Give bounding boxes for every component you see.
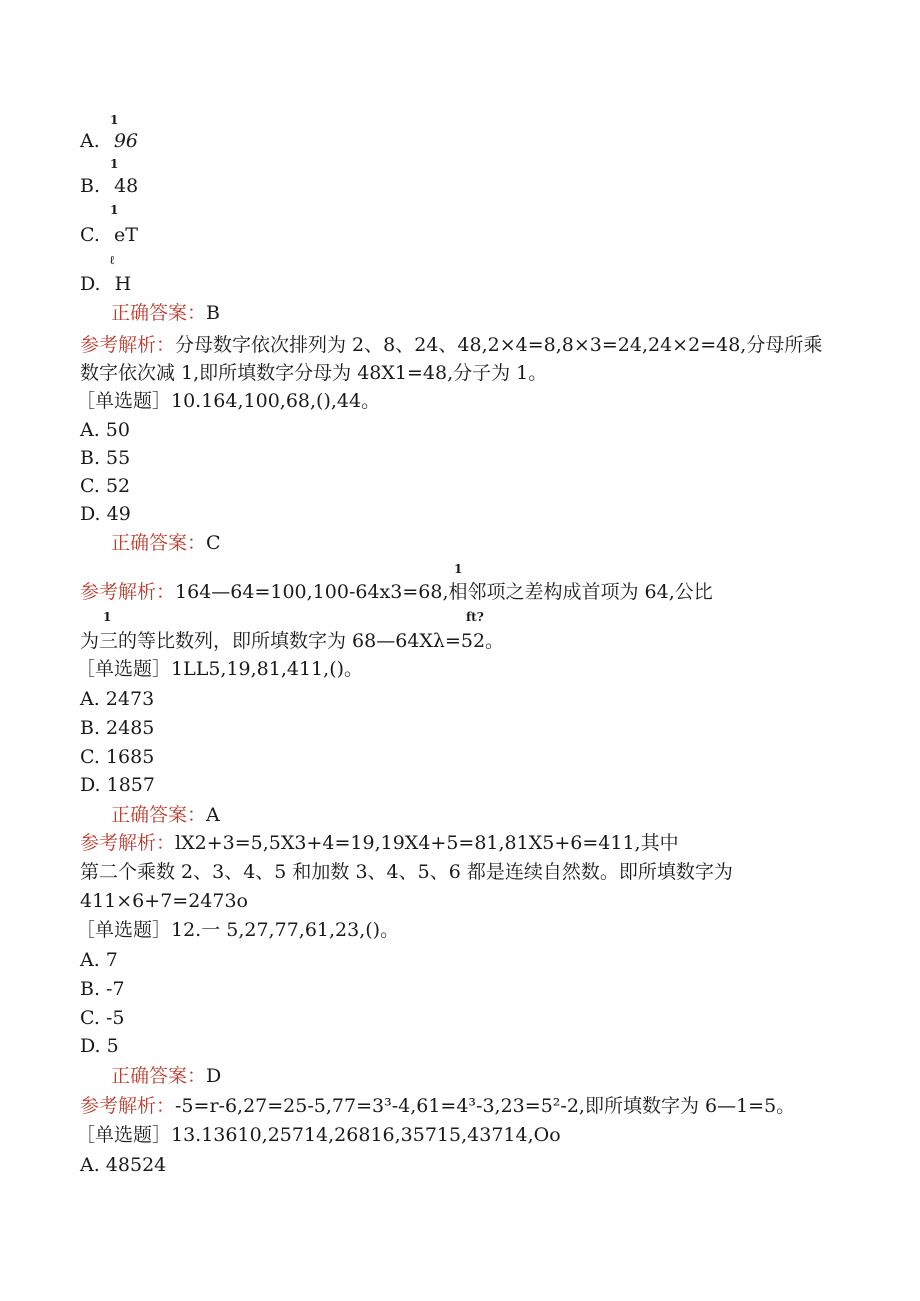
explanation-label: 参考解析：	[80, 334, 176, 356]
explanation-label: 参考解析：	[80, 832, 176, 854]
explanation-text: 164—64=100,100-64x3=68,相邻项之差构成首项为 64,公比	[175, 581, 713, 603]
option-c[interactable]	[80, 223, 138, 247]
question-header: ［单选题］10.164,100,68,(),44。	[76, 390, 381, 412]
option-value: H	[114, 273, 132, 295]
option-b[interactable]	[80, 174, 138, 198]
correct-answer	[111, 803, 220, 827]
superscript: 1	[454, 562, 463, 576]
option-d[interactable]: D. 49	[80, 503, 131, 525]
option-d[interactable]: D. 1857	[80, 774, 155, 796]
correct-answer	[111, 531, 221, 555]
option-a[interactable]: A. 48524	[80, 1154, 167, 1176]
answer-label: 正确答案：	[111, 804, 207, 826]
explanation-text: -5=r-6,27=25-5,77=3³-4,61=4³-3,23=5²-2,即所填数字为 6—1=5。	[175, 1095, 796, 1117]
answer-value: C	[206, 532, 221, 554]
option-b[interactable]: B. -7	[80, 978, 125, 1000]
answer-label: 正确答案：	[111, 1065, 207, 1087]
explanation-label: 参考解析：	[80, 581, 176, 603]
answer-label: 正确答案：	[111, 532, 207, 554]
fraction-numerator: ℓ	[110, 253, 115, 267]
explanation-line	[80, 580, 713, 604]
option-a[interactable]	[80, 129, 138, 153]
superscript: ft?	[466, 610, 484, 624]
explanation-line: 411×6+7=2473o	[80, 890, 248, 912]
option-value: 96	[113, 130, 138, 152]
question-header: ［单选题］13.13610,25714,26816,35715,43714,Oo	[76, 1124, 561, 1146]
explanation-text: 分母数字依次排列为 2、8、24、48,2×4=8,8×3=24,24×2=48,分母所乘	[175, 334, 823, 356]
explanation-line: 数字依次减 1,即所填数字分母为 48X1=48,分子为 1。	[80, 362, 548, 384]
correct-answer	[111, 301, 220, 325]
option-b[interactable]: B. 55	[80, 447, 131, 469]
explanation-line	[80, 1094, 795, 1118]
option-value: 48	[114, 175, 139, 197]
answer-value: A	[206, 804, 220, 826]
option-letter: D.	[80, 273, 101, 295]
explanation-line: 第二个乘数 2、3、4、5 和加数 3、4、5、6 都是连续自然数。即所填数字为	[80, 861, 733, 883]
explanation-label: 参考解析：	[80, 1095, 176, 1117]
fraction-numerator: 1	[110, 203, 119, 217]
option-d[interactable]	[80, 272, 131, 296]
answer-value: B	[206, 302, 220, 324]
option-a[interactable]: A. 50	[80, 419, 130, 441]
option-c[interactable]: C. -5	[80, 1007, 125, 1029]
question-header: ［单选题］1LL5,19,81,411,()。	[76, 658, 364, 680]
explanation-line: 为三的等比数列，即所填数字为 68—64Xλ=52。	[80, 630, 505, 652]
option-c[interactable]: C. 1685	[80, 746, 155, 768]
option-a[interactable]: A. 2473	[80, 688, 155, 710]
correct-answer	[111, 1064, 221, 1088]
option-b[interactable]: B. 2485	[80, 717, 155, 739]
answer-label: 正确答案：	[111, 302, 207, 324]
explanation-text: lX2+3=5,5X3+4=19,19X4+5=81,81X5+6=411,其中	[175, 832, 679, 854]
question-header: ［单选题］12.一 5,27,77,61,23,()。	[76, 919, 400, 941]
option-a[interactable]: A. 7	[80, 949, 118, 971]
option-letter: C.	[80, 224, 100, 246]
option-c[interactable]: C. 52	[80, 475, 131, 497]
option-value: eT	[113, 224, 138, 246]
superscript: 1	[103, 610, 112, 624]
option-letter: B.	[80, 175, 101, 197]
explanation-line	[80, 333, 822, 357]
option-letter: A.	[80, 130, 100, 152]
fraction-numerator: 1	[110, 157, 119, 171]
option-d[interactable]: D. 5	[80, 1035, 119, 1057]
fraction-numerator: 1	[110, 113, 119, 127]
answer-value: D	[206, 1065, 222, 1087]
explanation-line	[80, 831, 679, 855]
